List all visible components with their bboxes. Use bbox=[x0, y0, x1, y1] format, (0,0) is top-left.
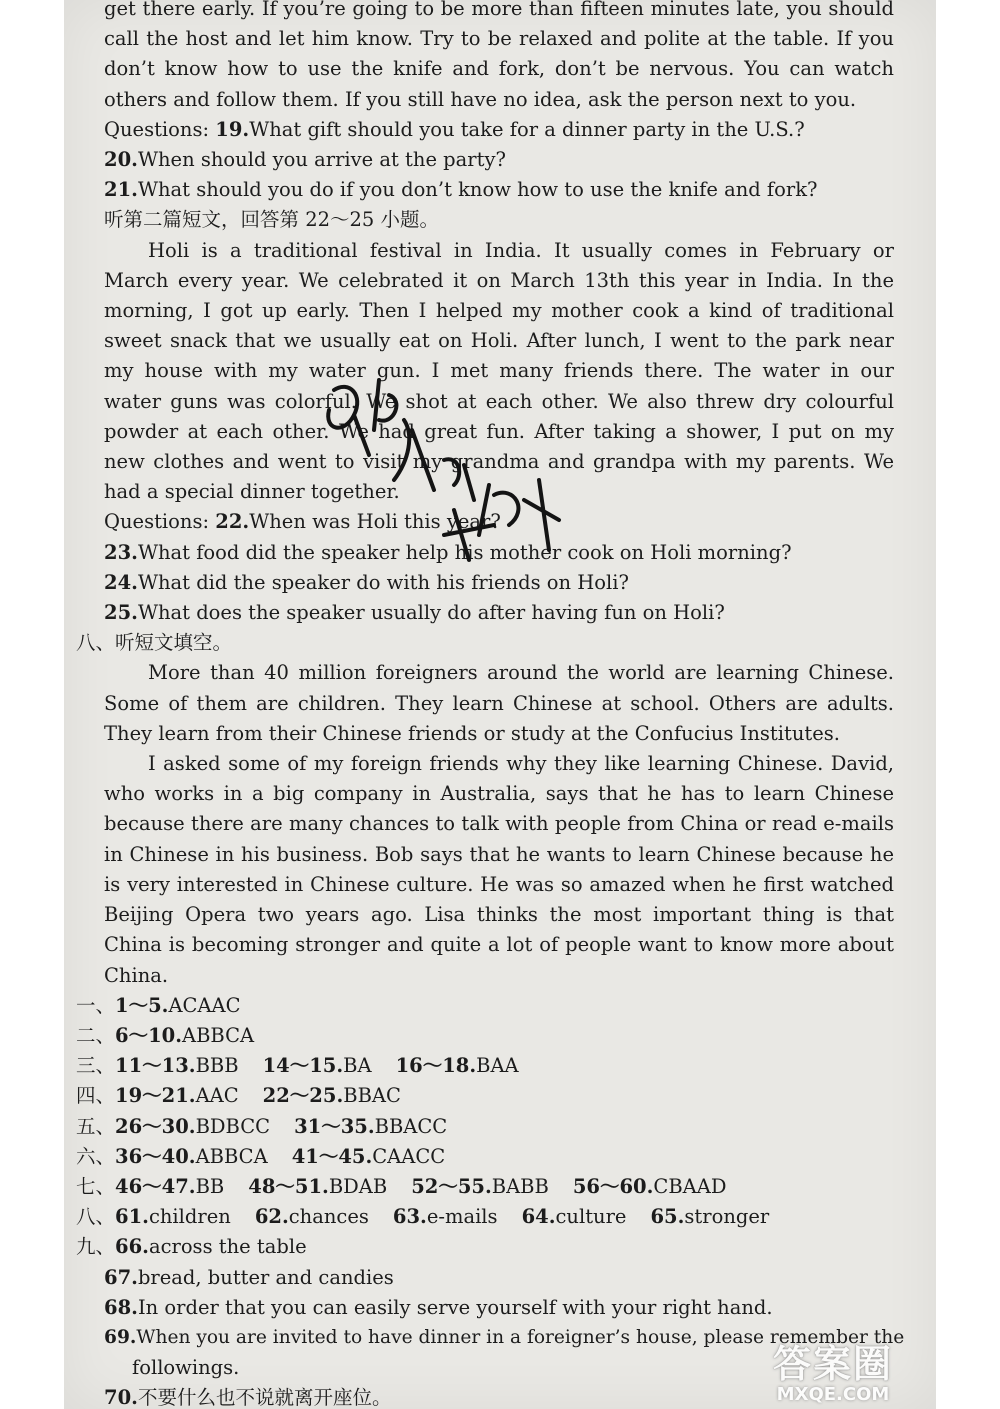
answer-line bbox=[76, 991, 894, 1021]
answer-range: 14～15. bbox=[262, 1054, 344, 1078]
answer-value: children bbox=[148, 1205, 231, 1229]
text-line: because there are many chances to talk with people from China or read e-mails bbox=[104, 812, 894, 836]
text-line: powder at each other. We had great fun. After taking a shower, I put on my bbox=[104, 419, 894, 443]
answer-range: 41～45. bbox=[291, 1144, 373, 1168]
section-marker: 六、 bbox=[76, 1144, 116, 1168]
answer-value: stronger bbox=[684, 1205, 770, 1229]
answer-range: 19～21. bbox=[115, 1084, 196, 1108]
text-line: others and follow them. If you still have no idea, ask the person next to you. bbox=[104, 87, 857, 111]
section-marker: 三、 bbox=[76, 1054, 116, 1078]
answer-value: When you are invited to have dinner in a foreigner’s house, please remember the bbox=[136, 1326, 905, 1348]
question-line bbox=[104, 598, 894, 628]
watermark-url: MXQE.COM bbox=[776, 1384, 890, 1405]
question-number: 20. bbox=[104, 148, 138, 172]
answer-value: e-mails bbox=[426, 1205, 498, 1229]
answer-number: 65. bbox=[650, 1205, 685, 1229]
question-number: 24. bbox=[104, 570, 138, 594]
answer-line bbox=[76, 1051, 894, 1081]
answer-range: 56～60. bbox=[572, 1174, 654, 1198]
answer-number: 61. bbox=[115, 1205, 149, 1229]
text-line: water guns was colorful. We shot at each other. We also threw dry colourful bbox=[104, 389, 894, 413]
answer-number: 69. bbox=[104, 1326, 137, 1348]
answer-value: BABB bbox=[491, 1174, 549, 1198]
answer-range: 52～55. bbox=[411, 1174, 492, 1198]
answer-value: 不要什么也不说就离开座位。 bbox=[137, 1386, 392, 1409]
answer-line bbox=[76, 1021, 894, 1051]
answer-line bbox=[104, 1293, 894, 1323]
answer-value: BBACC bbox=[374, 1114, 448, 1138]
answer-range: 48～51. bbox=[248, 1174, 329, 1198]
answer-range: 11～13. bbox=[115, 1054, 196, 1078]
answer-value: CAACC bbox=[372, 1144, 446, 1168]
answer-value: BBB bbox=[195, 1054, 239, 1078]
answer-number: 67. bbox=[104, 1265, 138, 1289]
text-line: sweet snack that we usually eat on Holi. After lunch, I went to the park near bbox=[104, 329, 894, 353]
text-line: March every year. We celebrated it on March 13th this year in India. In the bbox=[104, 268, 894, 292]
question-text: What does the speaker usually do after having fun on Holi? bbox=[137, 601, 725, 625]
answer-number: 62. bbox=[254, 1205, 289, 1229]
answer-range: 31～35. bbox=[294, 1114, 375, 1138]
answer-value: BA bbox=[343, 1054, 372, 1078]
section-marker: 五、 bbox=[76, 1114, 116, 1138]
section-marker: 九、 bbox=[76, 1235, 116, 1259]
answer-value: BDBCC bbox=[195, 1114, 271, 1138]
answer-range: 36～40. bbox=[115, 1144, 196, 1168]
answer-line bbox=[76, 1232, 894, 1262]
answer-line: followings. bbox=[132, 1356, 240, 1380]
answer-value: BB bbox=[195, 1174, 225, 1198]
answer-number: 64. bbox=[521, 1205, 556, 1229]
question-text: What did the speaker do with his friends on Holi? bbox=[137, 570, 629, 594]
question-number: 23. bbox=[104, 540, 138, 564]
answer-value: BBAC bbox=[343, 1084, 401, 1108]
answer-line bbox=[76, 1081, 894, 1111]
questions-label: Questions: bbox=[104, 510, 216, 534]
text-line: Beijing Opera two years ago. Lisa thinks the most important thing is that bbox=[104, 903, 894, 927]
question-line bbox=[104, 175, 894, 205]
section-heading: 八、听短文填空。 bbox=[76, 631, 233, 655]
answer-line bbox=[104, 1263, 894, 1293]
answer-number: 66. bbox=[115, 1235, 149, 1259]
answer-line bbox=[76, 1112, 894, 1142]
questions-label: Questions: bbox=[104, 117, 216, 141]
text-line: get there early. If you’re going to be more than fifteen minutes late, you should bbox=[104, 0, 894, 20]
text-line: had a special dinner together. bbox=[104, 480, 400, 504]
answer-value: bread, butter and candies bbox=[137, 1265, 394, 1289]
answer-range: 16～18. bbox=[395, 1054, 477, 1078]
text-line: China. bbox=[104, 963, 169, 987]
text-line: They learn from their Chinese friends or study at the Confucius Institutes. bbox=[104, 721, 840, 745]
question-text: What gift should you take for a dinner party in the U.S.? bbox=[249, 117, 805, 141]
question-number: 21. bbox=[104, 178, 138, 202]
answer-range: 22～25. bbox=[262, 1084, 344, 1108]
question-line bbox=[104, 507, 894, 537]
section-marker: 四、 bbox=[76, 1084, 116, 1108]
answer-value: ACAAC bbox=[168, 993, 241, 1017]
text-line: is very interested in Chinese culture. He was so amazed when he first watched bbox=[104, 872, 894, 896]
section-marker: 二、 bbox=[76, 1023, 116, 1047]
text-line: morning, I got up early. Then I helped my mother cook a kind of traditional bbox=[104, 299, 894, 323]
page-text bbox=[76, 0, 905, 1409]
text-line: don’t know how to use the knife and fork, don’t be nervous. You can watch bbox=[104, 57, 894, 81]
answer-value: chances bbox=[288, 1205, 369, 1229]
text-line: More than 40 million foreigners around the world are learning Chinese. bbox=[148, 661, 894, 685]
answer-range: 26～30. bbox=[115, 1114, 196, 1138]
section-marker: 八、 bbox=[76, 1205, 116, 1229]
question-text: When should you arrive at the party? bbox=[137, 148, 506, 172]
text-line: my house with my water gun. I met many friends there. The water in our bbox=[104, 359, 894, 383]
question-number: 22. bbox=[215, 510, 250, 534]
answer-range: 1～5. bbox=[115, 993, 169, 1017]
answer-value: In order that you can easily serve yourself with your right hand. bbox=[137, 1295, 773, 1319]
question-line bbox=[104, 145, 894, 175]
watermark-logo bbox=[748, 1333, 918, 1403]
answer-line bbox=[76, 1142, 894, 1172]
text-line: Some of them are children. They learn Chinese at school. Others are adults. bbox=[104, 691, 894, 715]
answer-value: BAA bbox=[476, 1054, 519, 1078]
answer-value: AAC bbox=[195, 1084, 239, 1108]
answer-value: BDAB bbox=[328, 1174, 388, 1198]
section-marker: 一、 bbox=[76, 993, 116, 1017]
text-line: who works in a big company in Australia, says that he has to learn Chinese bbox=[104, 782, 894, 806]
answer-number: 63. bbox=[392, 1205, 427, 1229]
answer-line bbox=[76, 1172, 894, 1202]
answer-value: culture bbox=[555, 1205, 627, 1229]
question-text: What should you do if you don’t know how to use the knife and fork? bbox=[137, 178, 818, 202]
answer-value: ABBCA bbox=[182, 1023, 255, 1047]
watermark-title: 答案圈 bbox=[772, 1342, 893, 1386]
question-line bbox=[104, 115, 894, 145]
question-number: 19. bbox=[215, 117, 250, 141]
question-line bbox=[104, 568, 894, 598]
text-line: I asked some of my foreign friends why they like learning Chinese. David, bbox=[148, 752, 894, 776]
text-line: in Chinese in his business. Bob says that he wants to learn Chinese because he bbox=[104, 842, 894, 866]
answer-value: CBAAD bbox=[653, 1174, 727, 1198]
question-text: What food did the speaker help his mother cook on Holi morning? bbox=[137, 540, 792, 564]
text-line: China is becoming stronger and quite a lot of people want to know more about bbox=[104, 933, 894, 957]
answer-line bbox=[76, 1202, 894, 1232]
text-line: Holi is a traditional festival in India. It usually comes in February or bbox=[148, 238, 894, 262]
answer-number: 68. bbox=[104, 1295, 138, 1319]
answer-range: 6～10. bbox=[115, 1023, 183, 1047]
section-instruction: 听第二篇短文，回答第 22～25 小题。 bbox=[104, 208, 440, 232]
text-line: new clothes and went to visit my grandma and grandpa with my parents. We bbox=[104, 450, 894, 474]
question-number: 25. bbox=[104, 601, 138, 625]
section-marker: 七、 bbox=[76, 1174, 116, 1198]
text-line: call the host and let him know. Try to be relaxed and polite at the table. If you bbox=[104, 27, 894, 51]
question-text: When was Holi this year? bbox=[249, 510, 501, 534]
scanned-page bbox=[64, 0, 936, 1409]
answer-range: 46～47. bbox=[115, 1174, 196, 1198]
answer-value: across the table bbox=[148, 1235, 307, 1259]
question-line bbox=[104, 538, 894, 568]
answer-value: ABBCA bbox=[195, 1144, 268, 1168]
answer-number: 70. bbox=[104, 1386, 138, 1409]
